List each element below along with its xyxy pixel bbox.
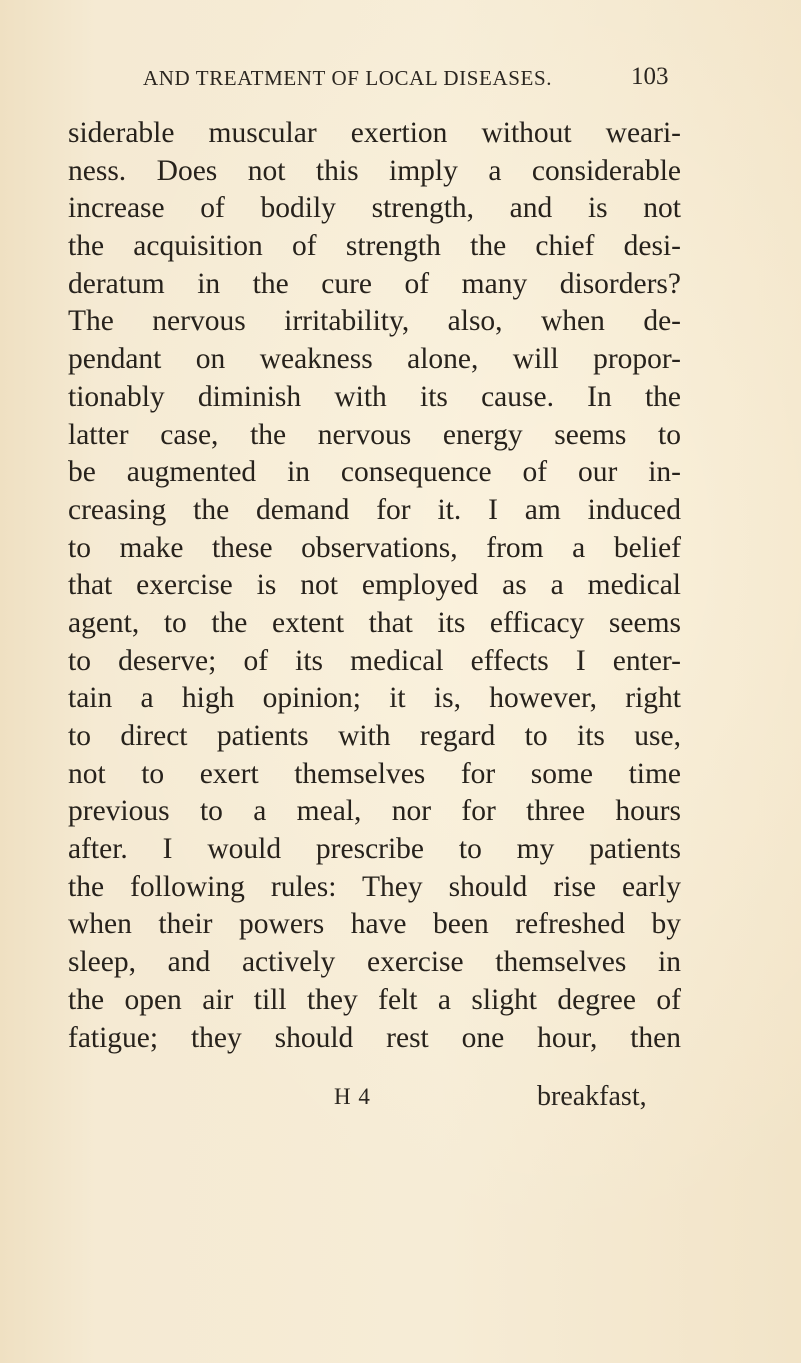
text-line: to make these observations, from a belief xyxy=(68,531,681,564)
text-line: previous to a meal, nor for three hours xyxy=(68,795,681,828)
text-line: fatigue; they should rest one hour, then xyxy=(68,1021,681,1054)
text-line: siderable muscular exertion without weari- xyxy=(68,117,681,149)
text-line: to direct patients with regard to its use, xyxy=(68,720,681,752)
signature-mark: H 4 xyxy=(334,1084,371,1109)
text-line: pendant on weakness alone, will propor- xyxy=(68,343,681,376)
text-line: ness. Does not this imply a considerable xyxy=(68,154,681,187)
text-line: sleep, and actively exercise themselves in xyxy=(68,946,681,979)
text-line: tain a high opinion; it is, however, right xyxy=(68,682,681,715)
text-line: be augmented in consequence of our in- xyxy=(68,456,681,489)
text-line: to deserve; of its medical effects I enter- xyxy=(68,644,681,677)
body-text xyxy=(68,115,681,1057)
text-line: not to exert themselves for some time xyxy=(68,757,681,790)
text-line: that exercise is not employed as a medical xyxy=(68,569,681,602)
catchword: breakfast, xyxy=(537,1081,647,1112)
page-number: 103 xyxy=(631,63,669,90)
text-line: the following rules: They should rise early xyxy=(68,870,681,903)
text-line: creasing the demand for it. I am induced xyxy=(68,493,681,526)
text-line: agent, to the extent that its efficacy seems xyxy=(68,606,681,639)
text-line: tionably diminish with its cause. In the xyxy=(68,380,681,413)
running-title: AND TREATMENT OF LOCAL DISEASES. xyxy=(143,66,553,90)
text-line: the acquisition of strength the chief desi- xyxy=(68,230,681,263)
text-line: the open air till they felt a slight degree of xyxy=(68,983,681,1016)
text-line: after. I would prescribe to my patients xyxy=(68,833,681,866)
text-line: increase of bodily strength, and is not xyxy=(68,192,681,225)
running-header xyxy=(143,63,669,91)
text-line: The nervous irritability, also, when de- xyxy=(68,305,681,338)
text-line: latter case, the nervous energy seems to xyxy=(68,418,681,451)
text-line: when their powers have been refreshed by xyxy=(68,908,681,941)
text-line: deratum in the cure of many disorders? xyxy=(68,267,681,300)
